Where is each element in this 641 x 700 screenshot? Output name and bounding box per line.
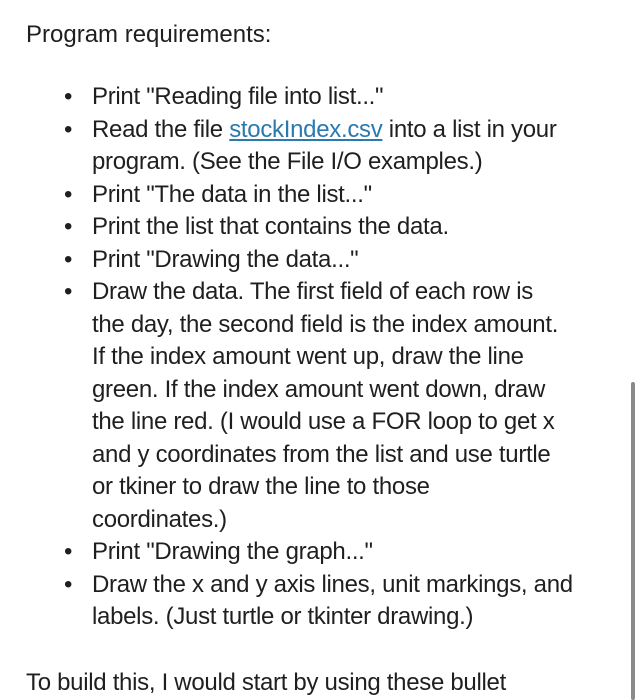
list-item-text: Print "Drawing the data..."	[92, 245, 359, 273]
list-item-text	[92, 114, 620, 147]
list-item	[0, 114, 620, 179]
vertical-scrollbar[interactable]	[631, 382, 635, 700]
list-item-text: and y coordinates from the list and use turtle	[92, 440, 551, 468]
list-item-text: labels. (Just turtle or tkinter drawing.)	[92, 603, 474, 630]
list-item	[0, 244, 620, 277]
list-item-text: If the index amount went up, draw the line	[92, 343, 524, 370]
list-item	[0, 81, 620, 114]
bullet-icon: •	[64, 180, 73, 208]
bullet-icon: •	[64, 115, 73, 143]
list-item-text: the day, the second field is the index amount.	[92, 310, 559, 338]
list-item-text: or tkiner to draw the line to those	[92, 473, 430, 500]
list-item-text: program. (See the File I/O examples.)	[92, 148, 483, 175]
list-item	[0, 211, 620, 244]
list-item-text: the line red. (I would use a FOR loop to get x	[92, 408, 555, 435]
list-item-text: Draw the data. The first field of each row is	[92, 278, 533, 305]
bullet-icon: •	[64, 83, 73, 110]
list-item	[0, 536, 620, 569]
bullet-icon: •	[64, 213, 73, 240]
bullet-icon: •	[64, 538, 73, 565]
bullet-icon: •	[64, 570, 73, 598]
list-item-text: Draw the x and y axis lines, unit markings, and	[92, 570, 573, 598]
list-item-text: coordinates.)	[92, 505, 227, 533]
bullet-icon: •	[64, 278, 73, 305]
section-heading: Program requirements:	[26, 21, 272, 48]
list-item-text-prefix: Read the file	[92, 115, 230, 143]
list-item-text: green. If the index amount went down, draw	[92, 375, 546, 403]
stock-index-file-link[interactable]: stockIndex.csv	[229, 115, 383, 143]
list-item	[0, 276, 620, 536]
list-item-text: Print "Reading file into list..."	[92, 83, 384, 110]
closing-paragraph: To build this, I would start by using these bullet	[26, 669, 506, 696]
list-item-text-suffix: into a list in your	[382, 115, 557, 143]
list-item	[0, 179, 620, 212]
list-item-text: Print "The data in the list..."	[92, 180, 372, 208]
list-item-text: Print the list that contains the data.	[92, 213, 449, 240]
requirements-list	[0, 81, 620, 634]
list-item-text: Print "Drawing the graph..."	[92, 538, 373, 565]
list-item	[0, 569, 620, 634]
bullet-icon: •	[64, 245, 73, 273]
